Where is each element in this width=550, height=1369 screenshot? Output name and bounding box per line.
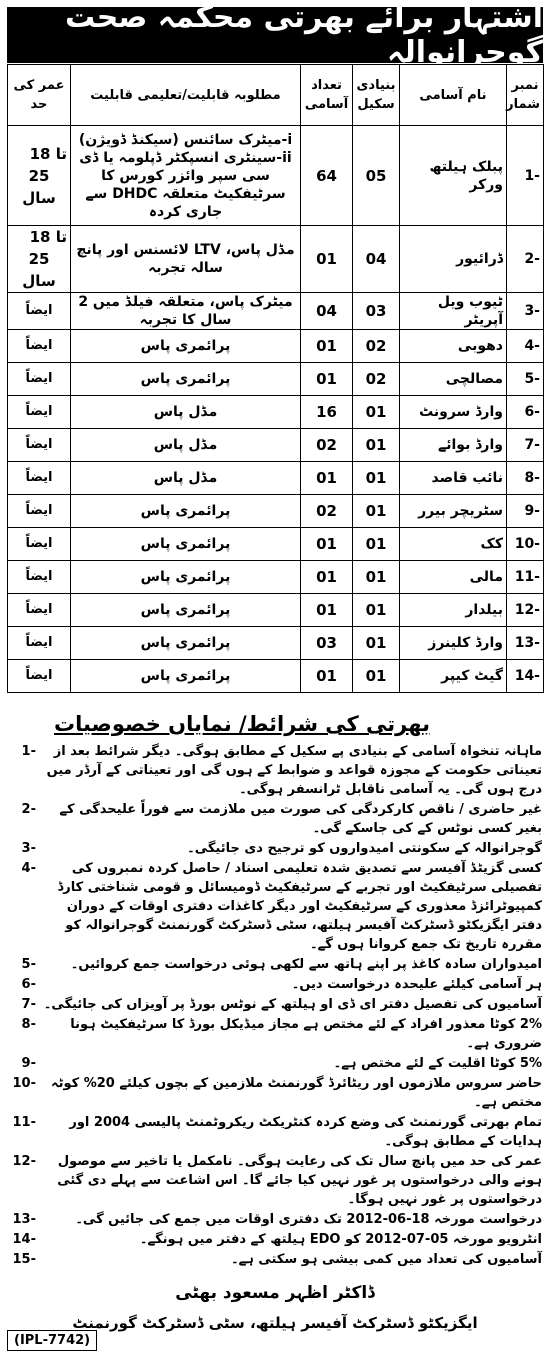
qualification-line: میٹرک پاس، متعلقہ فیلڈ میں 2 سال کا تجربہ [78, 294, 293, 328]
table-row [8, 293, 544, 330]
condition-number: 6- [21, 977, 36, 992]
row-scale: 01 [353, 429, 400, 462]
row-age-limit: ایضاً [8, 594, 71, 627]
row-serial: 3- [507, 293, 544, 330]
page-title: اشتہار برائے بھرتی محکمہ صحت گوجرانوالہ [7, 7, 543, 63]
condition-number: 13- [12, 1212, 36, 1227]
row-count: 01 [301, 330, 353, 363]
row-scale: 04 [353, 226, 400, 293]
condition-text: کسی گزیٹڈ آفیسر سے تصدیق شدہ تعلیمی اسناد / حاصل کردہ نمبروں کی تفصیلی سرٹیفکیٹ اور تجربے کے سرٹیفکیٹ ڈومیسائل و قومی شناختی کارڈ کمپیوٹرائزڈ معذوری کے سرٹیفکیٹ اور دیگر کاغذات دفتری اوقات کے دوران دفتر ایگزیکٹو ڈسٹرکٹ آفیسر ہیلتھ، سٹی ڈسٹرکٹ گورنمنٹ گوجرانوالہ کو مقررہ تاریخ تک جمع کروانا ہوں گے۔ [57, 861, 542, 952]
condition-text: تمام بھرتی گورنمنٹ کی وضع کردہ کنٹریکٹ ریکروٹمنٹ پالیسی 2004 اور ہدایات کے مطابق ہوگی۔ [69, 1115, 542, 1149]
table-row [8, 495, 544, 528]
row-serial: 11- [507, 561, 544, 594]
row-serial: 14- [507, 660, 544, 693]
row-age-limit: ایضاً [8, 495, 71, 528]
row-qualification [71, 495, 301, 528]
condition-text: آسامیوں کی تعداد میں کمی بیشی ہو سکتی ہے۔ [231, 1252, 542, 1267]
header-serial: نمبر شمار [507, 65, 544, 126]
condition-text: درخواست مورخہ 18-06-2012 تک دفتری اوقات میں جمع کی جائیں گی۔ [75, 1212, 542, 1227]
condition-text: عمر کی حد میں پانچ سال تک کی رعایت ہوگی۔ نامکمل یا تاخیر سے موصول ہونے والی درخواستوں پر غور نہیں کیا جائے گا۔ اس اشاعت سے پہلے دی گئی درخواستوں پر غور نہیں ہوگا۔ [57, 1154, 542, 1207]
header-scale: بنیادی سکیل [353, 65, 400, 126]
condition-number: 2- [21, 802, 36, 817]
row-qualification [71, 293, 301, 330]
row-age-limit: ایضاً [8, 528, 71, 561]
reference-code: (IPL-7742) [7, 1330, 97, 1351]
row-serial: 2- [507, 226, 544, 293]
qualification-line: مڈل پاس [153, 437, 218, 453]
row-count: 01 [301, 660, 353, 693]
condition-item [8, 1074, 542, 1112]
age-line: 25 سال [22, 250, 56, 290]
row-age-limit: ایضاً [8, 429, 71, 462]
row-age-limit: ایضاً [8, 627, 71, 660]
row-serial: 8- [507, 462, 544, 495]
condition-item [8, 1210, 542, 1229]
condition-text: امیدواران سادہ کاغذ پر اپنے ہاتھ سے لکھی ہوئی درخواست جمع کروائیں۔ [70, 957, 542, 972]
qualification-line: پرائمری پاس [140, 338, 231, 354]
conditions-title: بھرتی کی شرائط/ نمایاں خصوصیات [54, 712, 430, 736]
condition-text: گوجرانوالہ کے سکونتی امیدواروں کو ترجیح دی جائیگی۔ [187, 841, 542, 856]
row-scale: 01 [353, 396, 400, 429]
condition-item [8, 1054, 542, 1073]
row-serial: 9- [507, 495, 544, 528]
condition-number: 1- [21, 744, 36, 759]
table-header-row [8, 65, 544, 126]
condition-item [8, 1113, 542, 1151]
header-qualification: مطلوبہ قابلیت/تعلیمی قابلیت [71, 65, 301, 126]
condition-number: 8- [21, 1017, 36, 1032]
condition-text: 2% کوٹا معذور افراد کے لئے مختص ہے مجاز میڈیکل بورڈ کا سرٹیفکیٹ ہونا ضروری ہے۔ [70, 1017, 542, 1051]
row-age-limit: ایضاً [8, 462, 71, 495]
condition-number: 14- [12, 1232, 36, 1247]
qualification-line: پرائمری پاس [140, 371, 231, 387]
condition-number: 15- [12, 1252, 36, 1267]
row-count: 03 [301, 627, 353, 660]
row-serial: 12- [507, 594, 544, 627]
row-post: کک [400, 528, 507, 561]
condition-item [8, 955, 542, 974]
row-age-limit: ایضاً [8, 330, 71, 363]
qualification-line: مڈل پاس، LTV لائسنس اور پانچ سالہ تجربہ [76, 242, 295, 276]
condition-item [8, 1015, 542, 1053]
condition-text: حاضر سروس ملازموں اور ریٹائرڈ گورنمنٹ ملازمین کے بچوں کیلئے 20% کوٹہ مختص ہے۔ [50, 1076, 542, 1110]
header-post: نام آسامی [400, 65, 507, 126]
row-post: ڈرائیور [400, 226, 507, 293]
row-scale: 01 [353, 627, 400, 660]
row-count: 01 [301, 363, 353, 396]
row-scale: 01 [353, 528, 400, 561]
row-scale: 02 [353, 330, 400, 363]
row-scale: 05 [353, 126, 400, 226]
condition-text: انٹرویو مورخہ 05-07-2012 کو EDO ہیلتھ کے دفتر میں ہونگے۔ [139, 1232, 542, 1247]
qualification-line: پرائمری پاس [140, 668, 231, 684]
row-qualification [71, 396, 301, 429]
condition-item [8, 839, 542, 858]
row-count: 04 [301, 293, 353, 330]
table-row [8, 594, 544, 627]
table-row [8, 429, 544, 462]
row-scale: 02 [353, 363, 400, 396]
age-line: 25 سال [22, 166, 56, 207]
row-qualification [71, 594, 301, 627]
condition-item [8, 800, 542, 838]
row-scale: 01 [353, 660, 400, 693]
row-post: وارڈ بوائے [400, 429, 507, 462]
vacancy-table [7, 64, 544, 693]
row-post: نائب قاصد [400, 462, 507, 495]
row-qualification [71, 126, 301, 226]
row-count: 01 [301, 226, 353, 293]
qualification-line: پرائمری پاس [140, 602, 231, 618]
row-age-limit: ایضاً [8, 561, 71, 594]
qualification-line: سرٹیفکیٹ متعلقہ DHDC سے جاری کردہ [85, 185, 286, 220]
row-post: وارڈ سرونٹ [400, 396, 507, 429]
condition-number: 12- [12, 1154, 36, 1169]
table-row [8, 330, 544, 363]
row-qualification [71, 627, 301, 660]
row-age-limit [8, 226, 71, 293]
row-count: 16 [301, 396, 353, 429]
row-serial: 1- [507, 126, 544, 226]
row-count: 01 [301, 462, 353, 495]
table-row [8, 561, 544, 594]
row-count: 01 [301, 528, 353, 561]
header-count: تعداد آسامی [301, 65, 353, 126]
table-row [8, 660, 544, 693]
signatory-title: ایگزیکٹو ڈسٹرکٹ آفیسر ہیلتھ، سٹی ڈسٹرکٹ گورنمنٹ [72, 1314, 478, 1332]
row-qualification [71, 528, 301, 561]
row-post: گیٹ کیپر [400, 660, 507, 693]
row-post: مالی [400, 561, 507, 594]
row-count: 02 [301, 429, 353, 462]
condition-number: 4- [21, 861, 36, 876]
condition-number: 10- [12, 1076, 36, 1091]
row-post: بیلدار [400, 594, 507, 627]
row-qualification [71, 363, 301, 396]
condition-number: 5- [21, 957, 36, 972]
row-post: سٹریچر بیرر [400, 495, 507, 528]
row-qualification [71, 462, 301, 495]
row-serial: 13- [507, 627, 544, 660]
condition-text: ماہانہ تنخواہ آسامی کے بنیادی پے سکیل کے مطابق ہوگی۔ دیگر شرائط بعد از تعیناتی حکومت کے مجوزہ قواعد و ضوابط کے ہوں گی اور تعیناتی کے آرڈر میں درج ہوں گی۔ یہ آسامی ناقابل ٹرانسفر ہوگی۔ [46, 744, 542, 797]
condition-item [8, 1230, 542, 1249]
row-age-limit: ایضاً [8, 363, 71, 396]
row-qualification [71, 561, 301, 594]
condition-text: 5% کوٹا اقلیت کے لئے مختص ہے۔ [333, 1056, 542, 1071]
condition-number: 9- [21, 1056, 36, 1071]
row-scale: 01 [353, 495, 400, 528]
row-age-limit: ایضاً [8, 396, 71, 429]
row-post: دھوبی [400, 330, 507, 363]
row-count: 01 [301, 561, 353, 594]
row-serial: 5- [507, 363, 544, 396]
table-row [8, 363, 544, 396]
table-row [8, 462, 544, 495]
row-count: 01 [301, 594, 353, 627]
row-serial: 4- [507, 330, 544, 363]
condition-text: غیر حاضری / ناقص کارکردگی کی صورت میں ملازمت سے فوراً علیحدگی کے بغیر کسی نوٹس کے کی جاسکے گی۔ [59, 802, 542, 836]
row-age-limit [8, 126, 71, 226]
table-row [8, 226, 544, 293]
row-age-limit: ایضاً [8, 293, 71, 330]
qualification-line: پرائمری پاس [140, 536, 231, 552]
table-row [8, 126, 544, 226]
condition-item [8, 742, 542, 799]
qualification-line: ii-سینٹری انسپکٹر ڈپلومہ یا ڈی سی سپر وائزر کورس کا [79, 149, 292, 184]
table-row [8, 396, 544, 429]
condition-item [8, 859, 542, 954]
row-qualification [71, 226, 301, 293]
row-post: ٹیوب ویل آپریٹر [400, 293, 507, 330]
qualification-line: مڈل پاس [153, 470, 218, 486]
condition-number: 7- [21, 997, 36, 1012]
condition-item [8, 1250, 542, 1269]
condition-number: 11- [12, 1115, 36, 1130]
row-qualification [71, 429, 301, 462]
table-row [8, 528, 544, 561]
age-line: 18 تا [29, 228, 67, 246]
row-serial: 10- [507, 528, 544, 561]
row-qualification [71, 660, 301, 693]
row-scale: 01 [353, 594, 400, 627]
row-post: مصالچی [400, 363, 507, 396]
condition-item [8, 995, 542, 1014]
signatory-name: ڈاکٹر اظہر مسعود بھٹی [175, 1283, 375, 1303]
table-row [8, 627, 544, 660]
qualification-line: پرائمری پاس [140, 503, 231, 519]
row-serial: 7- [507, 429, 544, 462]
qualification-line: مڈل پاس [153, 404, 218, 420]
row-count: 02 [301, 495, 353, 528]
conditions-list [8, 742, 542, 1270]
row-scale: 03 [353, 293, 400, 330]
row-count: 64 [301, 126, 353, 226]
condition-number: 3- [21, 841, 36, 856]
qualification-line: پرائمری پاس [140, 635, 231, 651]
qualification-line: i-میٹرک سائنس (سیکنڈ ڈویژن) [78, 131, 293, 148]
condition-item [8, 1152, 542, 1209]
condition-text: ہر آسامی کیلئے علیحدہ درخواست دیں۔ [291, 977, 542, 992]
row-scale: 01 [353, 561, 400, 594]
condition-text: آسامیوں کی تفصیل دفتر ای ڈی او ہیلتھ کے نوٹس بورڈ پر آویزاں کی جائیگی۔ [43, 997, 542, 1012]
row-age-limit: ایضاً [8, 660, 71, 693]
row-qualification [71, 330, 301, 363]
row-post: پبلک ہیلتھ ورکر [400, 126, 507, 226]
age-line: 18 تا [29, 144, 67, 163]
qualification-line: پرائمری پاس [140, 569, 231, 585]
condition-item [8, 975, 542, 994]
row-serial: 6- [507, 396, 544, 429]
header-age: عمر کی حد [8, 65, 71, 126]
row-post: وارڈ کلینرز [400, 627, 507, 660]
row-scale: 01 [353, 462, 400, 495]
